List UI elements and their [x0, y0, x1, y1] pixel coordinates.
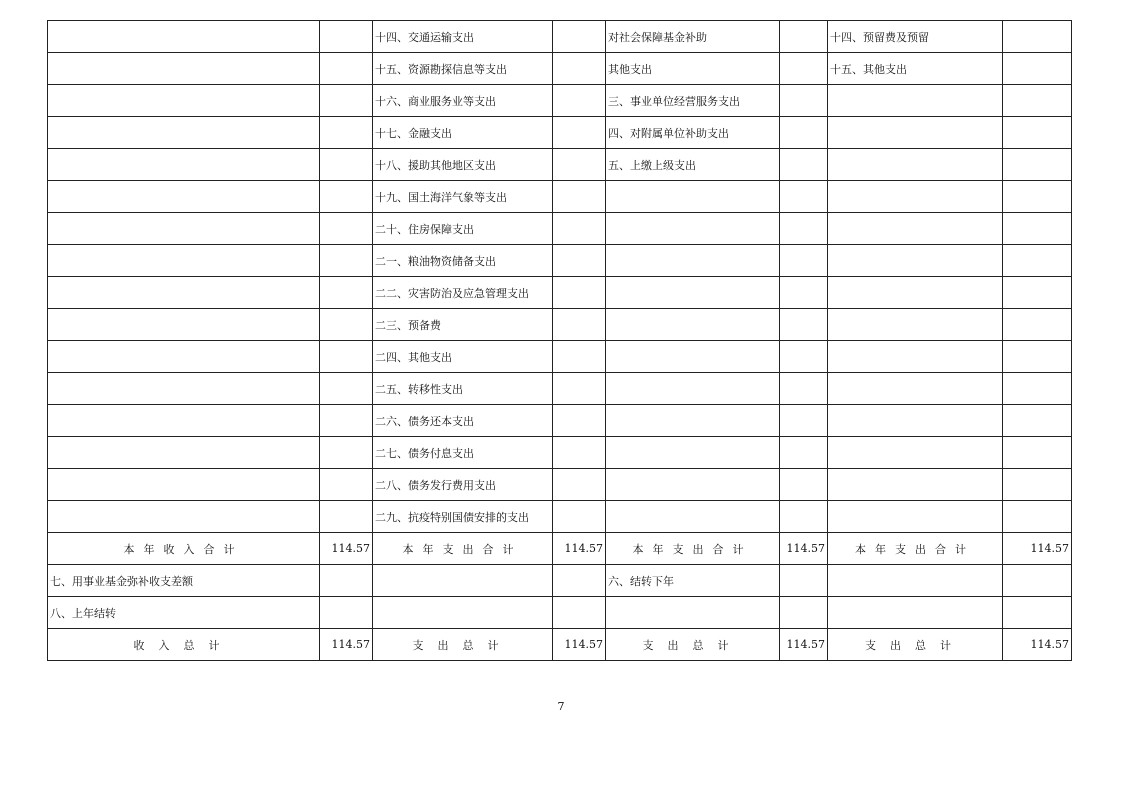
expense-function-amount-cell — [553, 181, 606, 213]
expense-function-item-cell: 二四、其他支出 — [373, 341, 553, 373]
expense-government-item-cell — [828, 501, 1003, 533]
table-row — [48, 437, 1072, 469]
income-item-cell — [48, 437, 320, 469]
expense-function-amount-cell — [553, 565, 606, 597]
income-item-cell — [48, 469, 320, 501]
expense-function-item-cell: 二九、抗疫特别国债安排的支出 — [373, 501, 553, 533]
expense-government-amount-cell — [1003, 181, 1072, 213]
income-item-cell — [48, 21, 320, 53]
table-row — [48, 597, 1072, 629]
annual-total-row — [48, 533, 1072, 565]
expense-economic-item-cell: 六、结转下年 — [606, 565, 780, 597]
expense-economic-item-cell — [606, 245, 780, 277]
income-item-cell — [48, 245, 320, 277]
expense-government-item-cell — [828, 309, 1003, 341]
expense-government-item-cell — [828, 341, 1003, 373]
expense-government-item-cell — [828, 181, 1003, 213]
expense-government-item-cell — [828, 373, 1003, 405]
expense-economic-item-cell — [606, 405, 780, 437]
expense-government-amount-cell — [1003, 53, 1072, 85]
expense-function-amount-cell — [553, 245, 606, 277]
expense-function-item-cell: 十七、金融支出 — [373, 117, 553, 149]
income-amount-cell — [320, 117, 373, 149]
expense-function-amount-cell — [553, 405, 606, 437]
income-item-cell — [48, 309, 320, 341]
income-amount-cell — [320, 597, 373, 629]
expense-economic-amount-cell — [780, 117, 828, 149]
income-item-cell — [48, 117, 320, 149]
expense-economic-item-cell — [606, 437, 780, 469]
expense-grand-total-amount: 114.57 — [553, 629, 606, 661]
expense-economic-amount-cell — [780, 437, 828, 469]
annual-expense-total-amount: 114.57 — [780, 533, 828, 565]
expense-function-amount-cell — [553, 149, 606, 181]
expense-economic-item-cell: 三、事业单位经营服务支出 — [606, 85, 780, 117]
income-amount-cell — [320, 469, 373, 501]
expense-government-amount-cell — [1003, 149, 1072, 181]
income-amount-cell — [320, 501, 373, 533]
expense-grand-total-amount: 114.57 — [1003, 629, 1072, 661]
expense-economic-amount-cell — [780, 597, 828, 629]
expense-economic-item-cell — [606, 469, 780, 501]
income-item-cell: 八、上年结转 — [48, 597, 320, 629]
expense-government-item-cell: 十四、预留费及预留 — [828, 21, 1003, 53]
expense-function-item-cell: 二七、债务付息支出 — [373, 437, 553, 469]
income-item-cell: 七、用事业基金弥补收支差额 — [48, 565, 320, 597]
grand-total-row — [48, 629, 1072, 661]
expense-government-item-cell — [828, 437, 1003, 469]
income-amount-cell — [320, 21, 373, 53]
expense-economic-item-cell — [606, 213, 780, 245]
expense-government-amount-cell — [1003, 245, 1072, 277]
income-amount-cell — [320, 309, 373, 341]
expense-function-amount-cell — [553, 277, 606, 309]
expense-function-amount-cell — [553, 501, 606, 533]
table-row — [48, 21, 1072, 53]
expense-economic-amount-cell — [780, 373, 828, 405]
expense-economic-amount-cell — [780, 565, 828, 597]
expense-function-amount-cell — [553, 21, 606, 53]
expense-economic-amount-cell — [780, 213, 828, 245]
table-row — [48, 213, 1072, 245]
table-row — [48, 149, 1072, 181]
annual-income-total-amount: 114.57 — [320, 533, 373, 565]
expense-government-item-cell: 十五、其他支出 — [828, 53, 1003, 85]
expense-government-item-cell — [828, 565, 1003, 597]
expense-government-item-cell — [828, 469, 1003, 501]
expense-government-item-cell — [828, 405, 1003, 437]
expense-government-amount-cell — [1003, 213, 1072, 245]
income-amount-cell — [320, 245, 373, 277]
income-amount-cell — [320, 53, 373, 85]
expense-economic-item-cell — [606, 277, 780, 309]
expense-function-amount-cell — [553, 341, 606, 373]
expense-function-amount-cell — [553, 437, 606, 469]
income-amount-cell — [320, 277, 373, 309]
expense-economic-item-cell: 其他支出 — [606, 53, 780, 85]
income-item-cell — [48, 181, 320, 213]
annual-expense-total-label: 本年支出合计 — [828, 533, 1003, 565]
expense-function-item-cell: 十五、资源勘探信息等支出 — [373, 53, 553, 85]
expense-government-amount-cell — [1003, 565, 1072, 597]
table-row — [48, 373, 1072, 405]
income-amount-cell — [320, 213, 373, 245]
expense-government-amount-cell — [1003, 501, 1072, 533]
expense-economic-item-cell — [606, 309, 780, 341]
expense-grand-total-label: 支出总计 — [828, 629, 1003, 661]
table-row — [48, 117, 1072, 149]
expense-function-amount-cell — [553, 597, 606, 629]
income-item-cell — [48, 277, 320, 309]
expense-function-item-cell: 二二、灾害防治及应急管理支出 — [373, 277, 553, 309]
expense-function-item-cell: 十六、商业服务业等支出 — [373, 85, 553, 117]
table-row — [48, 405, 1072, 437]
expense-function-item-cell: 十四、交通运输支出 — [373, 21, 553, 53]
expense-economic-amount-cell — [780, 277, 828, 309]
expense-economic-item-cell — [606, 501, 780, 533]
expense-function-item-cell: 十九、国土海洋气象等支出 — [373, 181, 553, 213]
expense-government-amount-cell — [1003, 85, 1072, 117]
annual-expense-total-amount: 114.57 — [553, 533, 606, 565]
expense-economic-amount-cell — [780, 149, 828, 181]
expense-government-item-cell — [828, 245, 1003, 277]
income-amount-cell — [320, 373, 373, 405]
expense-government-item-cell — [828, 117, 1003, 149]
expense-function-item-cell — [373, 565, 553, 597]
expense-function-item-cell: 十八、援助其他地区支出 — [373, 149, 553, 181]
expense-government-item-cell — [828, 277, 1003, 309]
table-row — [48, 341, 1072, 373]
expense-function-item-cell: 二十、住房保障支出 — [373, 213, 553, 245]
annual-expense-total-label: 本年支出合计 — [373, 533, 553, 565]
expense-government-amount-cell — [1003, 597, 1072, 629]
income-item-cell — [48, 373, 320, 405]
expense-economic-amount-cell — [780, 341, 828, 373]
expense-government-amount-cell — [1003, 277, 1072, 309]
expense-function-amount-cell — [553, 469, 606, 501]
expense-grand-total-label: 支出总计 — [373, 629, 553, 661]
table-row — [48, 565, 1072, 597]
expense-grand-total-label: 支出总计 — [606, 629, 780, 661]
expense-economic-item-cell: 四、对附属单位补助支出 — [606, 117, 780, 149]
expense-economic-item-cell — [606, 341, 780, 373]
annual-income-total-label: 本年收入合计 — [48, 533, 320, 565]
expense-economic-amount-cell — [780, 21, 828, 53]
expense-economic-amount-cell — [780, 405, 828, 437]
expense-government-amount-cell — [1003, 373, 1072, 405]
income-amount-cell — [320, 85, 373, 117]
income-item-cell — [48, 149, 320, 181]
expense-government-amount-cell — [1003, 469, 1072, 501]
expense-economic-item-cell — [606, 597, 780, 629]
expense-government-amount-cell — [1003, 405, 1072, 437]
income-item-cell — [48, 501, 320, 533]
income-item-cell — [48, 213, 320, 245]
annual-expense-total-amount: 114.57 — [1003, 533, 1072, 565]
expense-government-amount-cell — [1003, 117, 1072, 149]
expense-function-amount-cell — [553, 213, 606, 245]
expense-government-amount-cell — [1003, 437, 1072, 469]
income-item-cell — [48, 405, 320, 437]
table-row — [48, 53, 1072, 85]
expense-function-item-cell: 二五、转移性支出 — [373, 373, 553, 405]
expense-function-item-cell — [373, 597, 553, 629]
expense-function-amount-cell — [553, 117, 606, 149]
table-row — [48, 277, 1072, 309]
expense-government-item-cell — [828, 85, 1003, 117]
table-row — [48, 469, 1072, 501]
expense-function-amount-cell — [553, 85, 606, 117]
expense-grand-total-amount: 114.57 — [780, 629, 828, 661]
expense-government-item-cell — [828, 213, 1003, 245]
expense-function-amount-cell — [553, 373, 606, 405]
expense-function-item-cell: 二三、预备费 — [373, 309, 553, 341]
annual-expense-total-label: 本年支出合计 — [606, 533, 780, 565]
expense-government-amount-cell — [1003, 309, 1072, 341]
expense-function-item-cell: 二八、债务发行费用支出 — [373, 469, 553, 501]
income-amount-cell — [320, 341, 373, 373]
expense-government-amount-cell — [1003, 341, 1072, 373]
expense-economic-amount-cell — [780, 53, 828, 85]
expense-economic-amount-cell — [780, 469, 828, 501]
income-grand-total-label: 收入总计 — [48, 629, 320, 661]
expense-economic-item-cell: 对社会保障基金补助 — [606, 21, 780, 53]
expense-economic-item-cell: 五、上缴上级支出 — [606, 149, 780, 181]
income-item-cell — [48, 341, 320, 373]
expense-government-item-cell — [828, 149, 1003, 181]
income-amount-cell — [320, 149, 373, 181]
expense-economic-amount-cell — [780, 309, 828, 341]
income-item-cell — [48, 53, 320, 85]
income-grand-total-amount: 114.57 — [320, 629, 373, 661]
table-row — [48, 501, 1072, 533]
page-number: 7 — [557, 700, 565, 713]
income-item-cell — [48, 85, 320, 117]
budget-summary-table — [47, 20, 1072, 661]
expense-economic-item-cell — [606, 373, 780, 405]
expense-economic-amount-cell — [780, 85, 828, 117]
expense-function-item-cell: 二六、债务还本支出 — [373, 405, 553, 437]
table-row — [48, 181, 1072, 213]
expense-government-item-cell — [828, 597, 1003, 629]
income-amount-cell — [320, 565, 373, 597]
expense-function-amount-cell — [553, 309, 606, 341]
expense-economic-item-cell — [606, 181, 780, 213]
expense-economic-amount-cell — [780, 501, 828, 533]
expense-economic-amount-cell — [780, 181, 828, 213]
income-amount-cell — [320, 437, 373, 469]
table-row — [48, 245, 1072, 277]
income-amount-cell — [320, 181, 373, 213]
income-amount-cell — [320, 405, 373, 437]
expense-function-item-cell: 二一、粮油物资储备支出 — [373, 245, 553, 277]
expense-economic-amount-cell — [780, 245, 828, 277]
expense-function-amount-cell — [553, 53, 606, 85]
table-row — [48, 309, 1072, 341]
table-row — [48, 85, 1072, 117]
expense-government-amount-cell — [1003, 21, 1072, 53]
